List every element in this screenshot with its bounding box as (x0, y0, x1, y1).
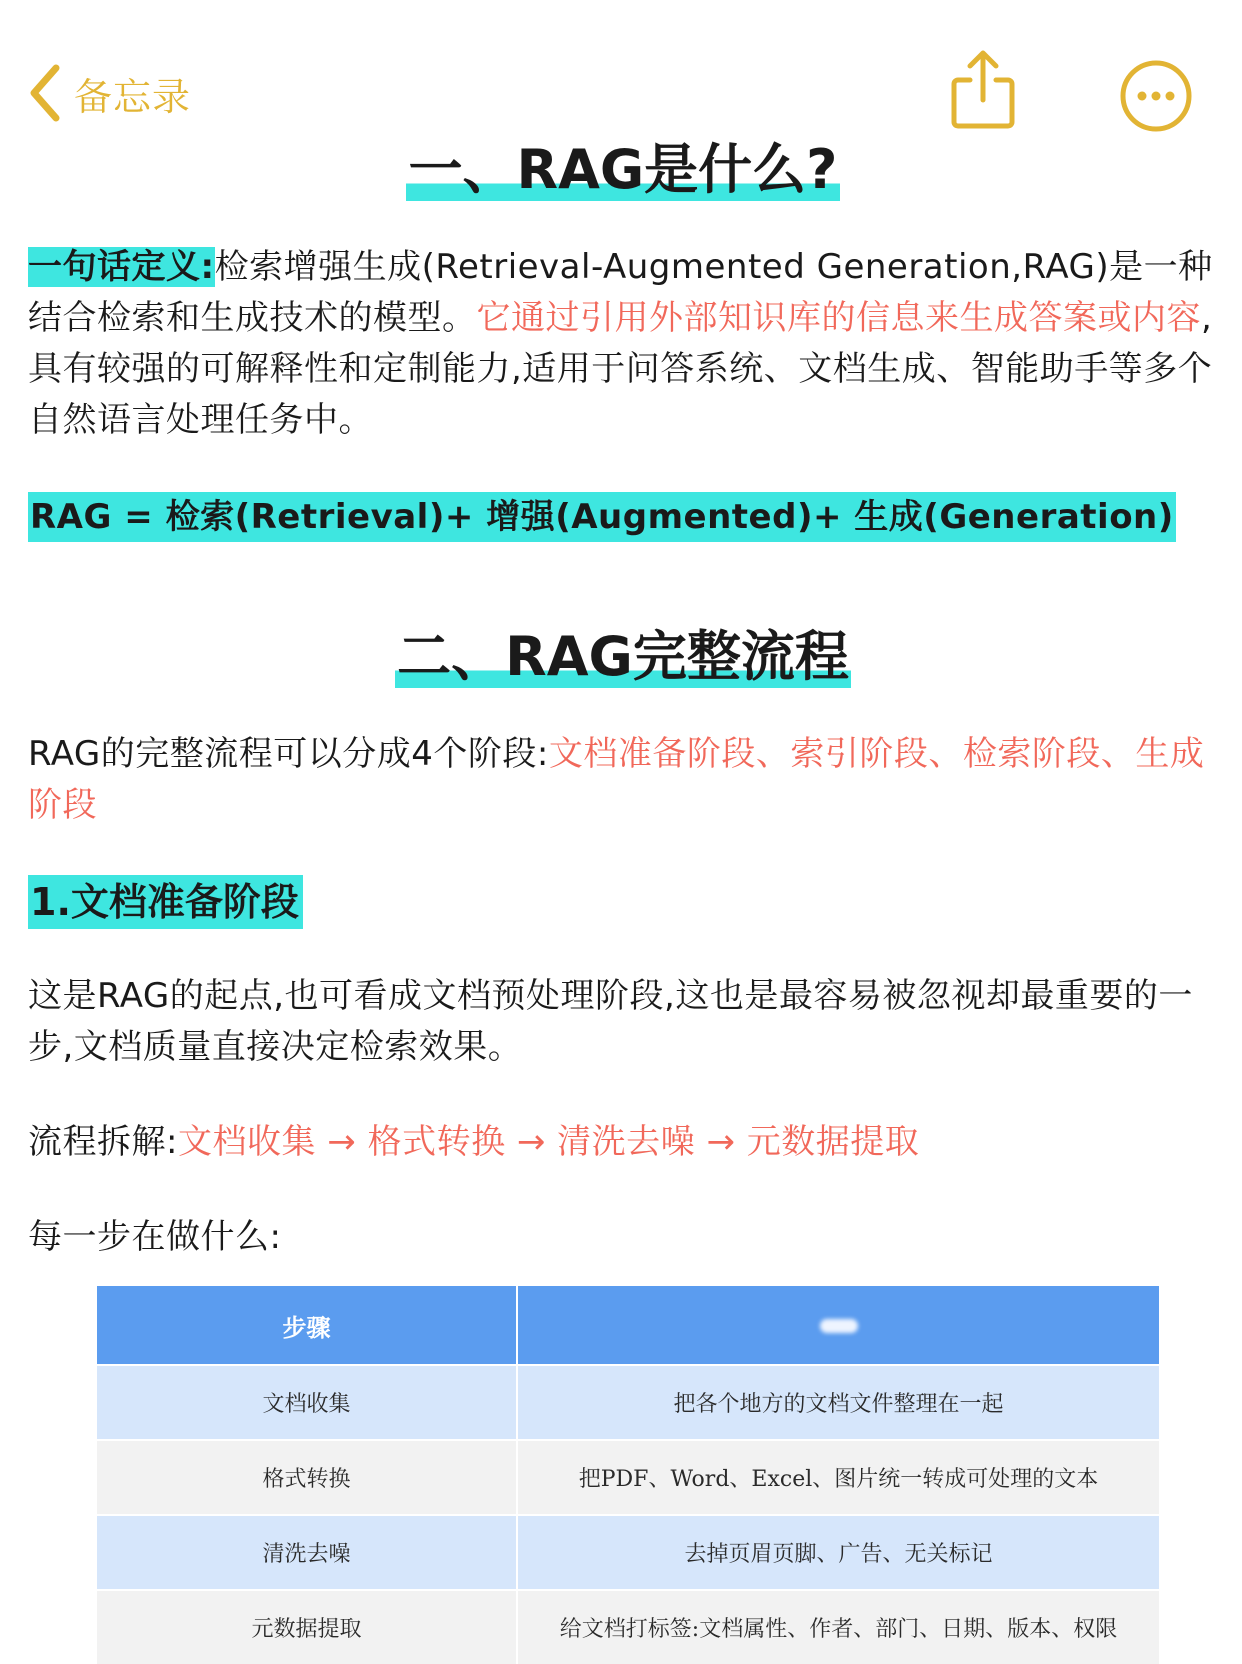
subsection-paragraph: 这是RAG的起点,也可看成文档预处理阶段,这也是最容易被忽视却最重要的一步,文档质量直接决定检索效果。 (28, 976, 1193, 1067)
table-row (97, 1515, 1159, 1590)
table-cell-step: 文档收集 (97, 1365, 517, 1440)
flow-intro-stages: 文档准备阶段、索引阶段、检索阶段、生成阶段 (28, 734, 1205, 825)
subsection-title: 1.文档准备阶段 (28, 875, 303, 929)
definition-red: 它通过引用外部知识库的信息来生成答案或内容 (476, 298, 1201, 338)
flow-intro-text: RAG的完整流程可以分成4个阶段: (28, 734, 549, 774)
table-cell-desc: 去掉页眉页脚、广告、无关标记 (517, 1515, 1159, 1590)
note-body[interactable] (28, 130, 1218, 1263)
table-cell-step: 格式转换 (97, 1440, 517, 1515)
definition-text-1: 检索增强生成(Retrieval-Augmented Generation,RAG)是一种结合检索和生成技术的模型。 (28, 247, 1213, 338)
table-cell-desc: 把各个地方的文档文件整理在一起 (517, 1365, 1159, 1440)
section2-title: 二、RAG完整流程 (397, 625, 849, 688)
flow-breakdown (28, 1117, 1218, 1168)
table-row (97, 1440, 1159, 1515)
top-bar (0, 0, 1242, 150)
each-step-label: 每一步在做什么: (28, 1217, 282, 1257)
table-cell-step: 元数据提取 (97, 1590, 517, 1664)
table-cell-desc: 给文档打标签:文档属性、作者、部门、日期、版本、权限 (517, 1590, 1159, 1664)
table-header-step: 步骤 (97, 1286, 517, 1365)
more-button[interactable] (1118, 58, 1194, 134)
back-label: 备忘录 (74, 74, 192, 119)
flow-breakdown-steps: 文档收集 → 格式转换 → 清洗去噪 → 元数据提取 (177, 1122, 920, 1162)
definition-label: 一句话定义: (28, 247, 215, 287)
formula: RAG = 检索(Retrieval)+ 增强(Augmented)+ 生成(Generation) (28, 492, 1176, 542)
table-cell-desc: 把PDF、Word、Excel、图片统一转成可处理的文本 (517, 1440, 1159, 1515)
table-row (97, 1365, 1159, 1440)
chevron-left-icon (26, 62, 62, 124)
flow-intro-paragraph (28, 729, 1218, 831)
more-icon (1118, 58, 1194, 134)
table-cell-step: 清洗去噪 (97, 1515, 517, 1590)
flow-breakdown-label: 流程拆解: (28, 1122, 178, 1162)
table-header-row (97, 1286, 1159, 1365)
formula-line (28, 492, 1218, 543)
table-header-desc (517, 1286, 1159, 1365)
back-button[interactable] (26, 58, 191, 128)
section1-title: 一、RAG是什么? (408, 138, 838, 201)
share-icon (948, 48, 1018, 132)
table-row (97, 1590, 1159, 1664)
share-button[interactable] (948, 48, 1018, 132)
definition-text-2: ,具有较强的可解释性和定制能力,适用于问答系统、文档生成、智能助手等多个自然语言处理任务中。 (28, 298, 1213, 440)
steps-table (97, 1286, 1159, 1664)
definition-paragraph (28, 242, 1218, 446)
blurred-header (820, 1319, 858, 1333)
